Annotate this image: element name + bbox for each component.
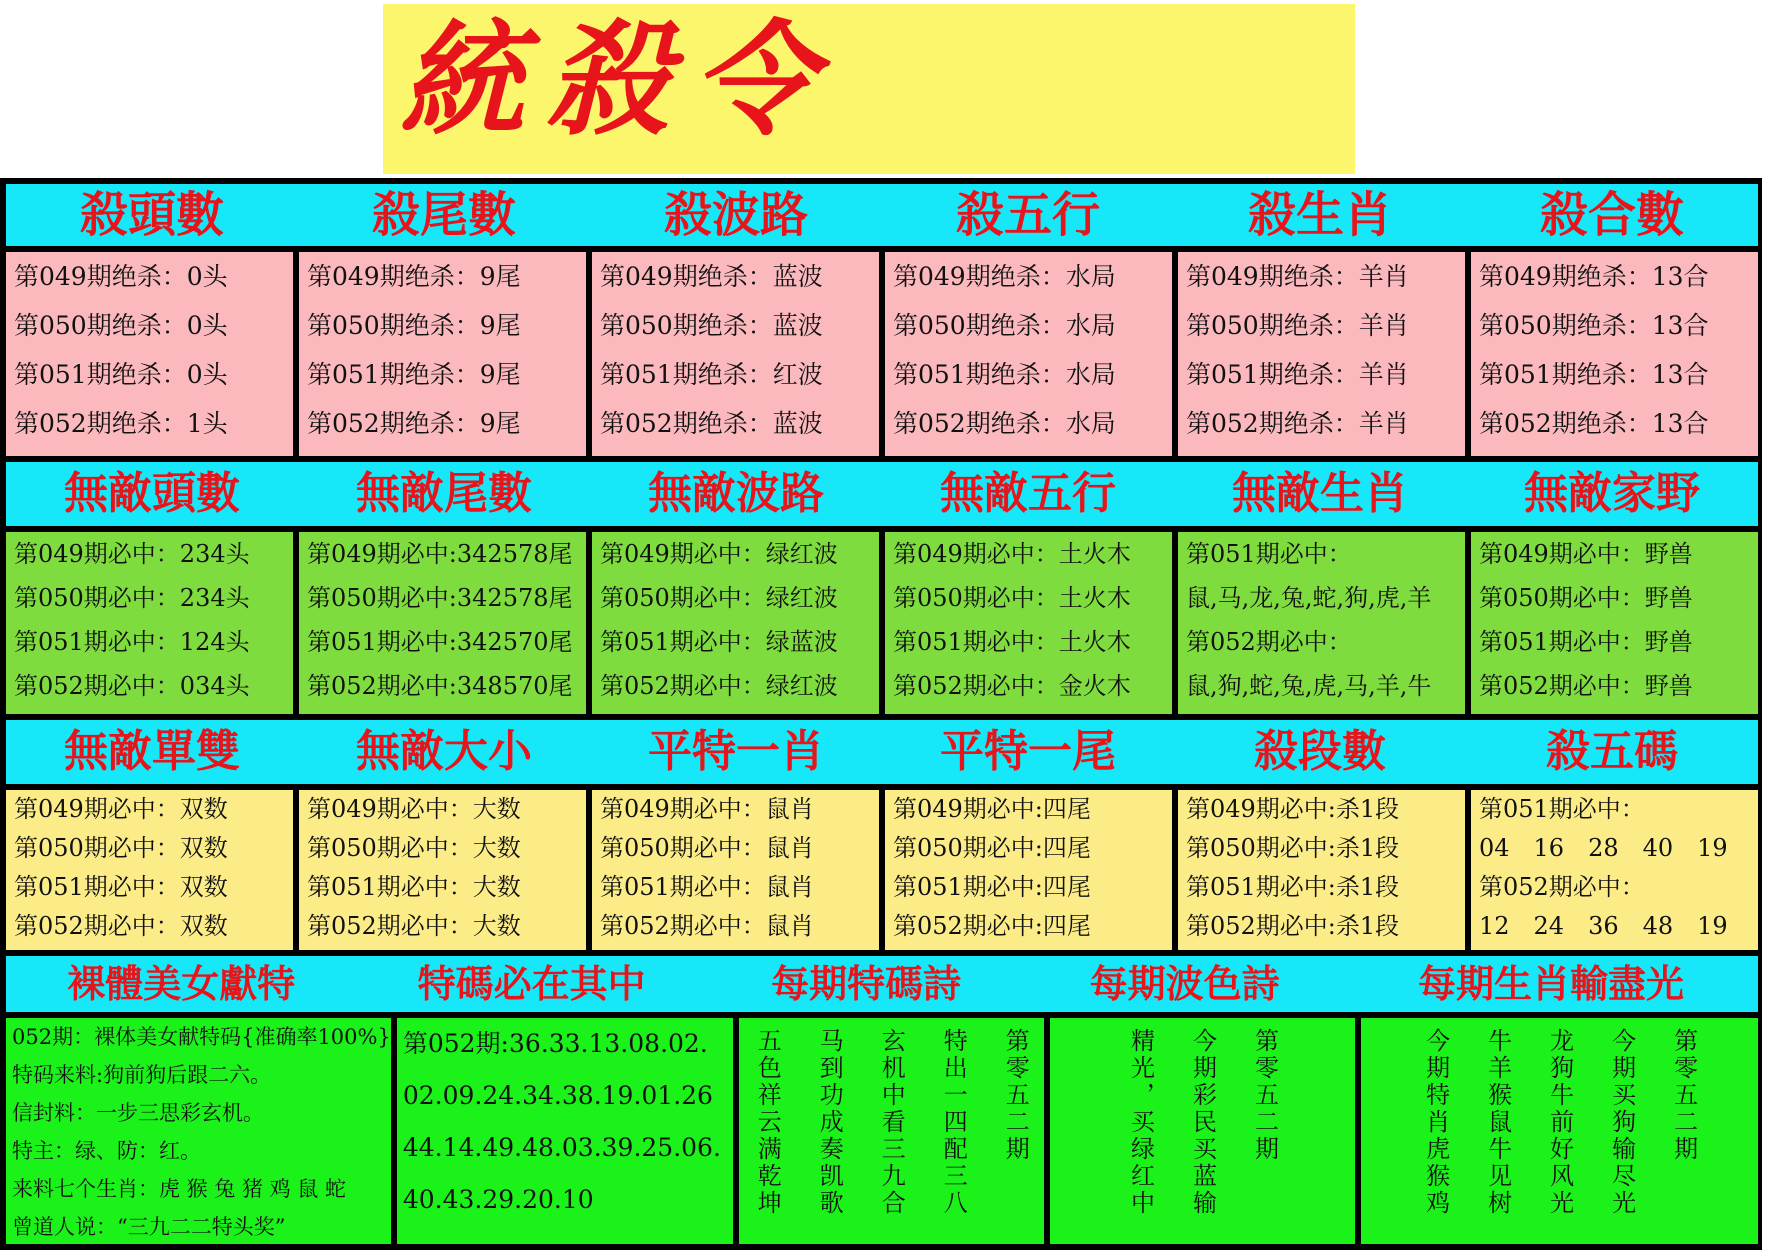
list-item: 第052期绝杀：13合 [1479,409,1709,438]
header-sure-element: 無敵五行 [940,468,1116,519]
header-kill-tail: 殺尾數 [371,187,516,243]
list-item: 来料七个生肖：虎 猴 兔 猪 鸡 鼠 蛇 [12,1177,347,1201]
list-item: 第050期必中：绿红波 [600,584,838,612]
list-item: 第050期必中：双数 [14,834,228,862]
list-item: 第051期必中：鼠肖 [600,873,814,901]
header-kill-zodiac: 殺生肖 [1247,187,1392,243]
list-item: 第052期必中： [1479,873,1645,901]
column-beauty [6,1018,391,1244]
list-item: 第049期必中：双数 [14,795,228,823]
list-item: 第050期绝杀：羊肖 [1186,311,1409,340]
list-item: 特码来料:狗前狗后跟二六。 [12,1063,272,1087]
list-item: 第051期必中：124头 [14,628,250,656]
header-kill-head: 殺頭數 [79,187,224,243]
list-item: 第051期必中：土火木 [893,628,1131,656]
list-item: 第052期必中:四尾 [893,912,1091,940]
list-item: 第052期必中：野兽 [1479,672,1693,700]
section3-header [6,720,1758,784]
list-item: 第052期绝杀：蓝波 [600,409,823,438]
list-item: 第051期绝杀：水局 [893,360,1116,389]
header-beauty: 裸體美女獻特 [67,962,296,1006]
list-item: 第049期必中：大数 [307,795,521,823]
list-item: 第052期必中：双数 [14,912,228,940]
header-sure-tail: 無敵尾數 [356,468,532,519]
list-item: 第050期必中：234头 [14,584,250,612]
column-sure-zodiac [1178,532,1465,714]
list-item: 第052期绝杀：1头 [14,409,228,438]
list-item: 第051期必中：绿蓝波 [600,628,838,656]
poem-line: 玄机中看三九合 [877,1028,906,1217]
list-item: 第050期必中：大数 [307,834,521,862]
column-sure-wave [592,532,879,714]
list-item: 第051期必中：野兽 [1479,628,1693,656]
list-item: 04 16 28 40 19 [1479,834,1728,862]
column-sure-tail [299,532,586,714]
column-flat-zodiac [592,790,879,950]
list-item: 第052期绝杀：水局 [893,409,1116,438]
section2-body [6,532,1758,714]
poem-line: 五色祥云满乾坤 [753,1028,782,1217]
list-item: 第049期绝杀：0头 [14,262,228,291]
section3-body [6,790,1758,950]
section1-body [6,252,1758,456]
column-kill-five-codes [1471,790,1758,950]
list-item: 第051期必中:342570尾 [307,628,573,656]
list-item: 第050期绝杀：13合 [1479,311,1709,340]
header-odd-even: 無敵單雙 [64,726,240,777]
column-odd-even [6,790,293,950]
list-item: 第049期必中：土火木 [893,540,1131,568]
list-item: 第050期必中:杀1段 [1186,834,1400,862]
list-item: 信封料：一步三思彩玄机。 [12,1101,264,1125]
list-item: 第049期绝杀：蓝波 [600,262,823,291]
column-sure-head [6,532,293,714]
list-item: 第051期必中:杀1段 [1186,873,1400,901]
section1-header [6,184,1758,246]
header-sure-wave: 無敵波路 [648,468,824,519]
list-item: 02.09.24.34.38.19.01.26 [402,1081,713,1110]
list-item: 鼠,马,龙,兔,蛇,狗,虎,羊 [1186,584,1432,612]
list-item: 第051期绝杀：9尾 [307,360,521,389]
column-sure-domestic-wild [1471,532,1758,714]
column-sure-element [885,532,1172,714]
list-item: 特主：绿、防：红。 [12,1139,201,1163]
list-item: 第049期绝杀：水局 [893,262,1116,291]
list-item: 第052期必中：金火木 [893,672,1131,700]
column-kill-zodiac [1178,252,1465,456]
header-flat-zodiac: 平特一肖 [648,726,824,777]
header-tema-poem: 每期特碼詩 [771,962,962,1006]
poem-line: 第零五二期 [1669,1028,1698,1163]
list-item: 第051期绝杀：13合 [1479,360,1709,389]
header-flat-tail: 平特一尾 [940,726,1116,777]
list-item: 第051期必中:四尾 [893,873,1091,901]
header-sure-head: 無敵頭數 [64,468,240,519]
column-wave-poem [1050,1018,1355,1244]
list-item: 12 24 36 48 19 [1479,912,1728,940]
poem-line: 第零五二期 [1001,1028,1030,1163]
section4-header [6,956,1758,1012]
list-item: 第050期必中：野兽 [1479,584,1693,612]
header-big-small: 無敵大小 [356,726,532,777]
header-kill-segment: 殺段數 [1254,726,1386,777]
header-kill-five-codes: 殺五碼 [1546,726,1678,777]
list-item: 第052期必中：大数 [307,912,521,940]
list-item: 第052期绝杀：9尾 [307,409,521,438]
list-item: 第050期必中：土火木 [893,584,1131,612]
list-item: 第051期绝杀：0头 [14,360,228,389]
list-item: 第050期必中:342578尾 [307,584,573,612]
header-kill-sum: 殺合數 [1539,187,1684,243]
header-sure-domestic-wild: 無敵家野 [1524,468,1700,519]
list-item: 第049期必中:342578尾 [307,540,573,568]
list-item: 第049期绝杀：13合 [1479,262,1709,291]
column-kill-sum [1471,252,1758,456]
poem-line: 今期特肖虎猴鸡 [1421,1028,1450,1217]
poem-line: 特出一四配三八 [939,1028,968,1217]
list-item: 44.14.49.48.03.39.25.06. [402,1133,721,1162]
page-title: 統殺令 [400,9,839,153]
section2-header [6,462,1758,526]
header-zodiac-lose: 每期生肖輸盡光 [1417,962,1684,1006]
header-sure-zodiac: 無敵生肖 [1232,468,1408,519]
list-item: 第052期必中：034头 [14,672,250,700]
list-item: 第049期必中:四尾 [893,795,1091,823]
column-big-small [299,790,586,950]
list-item: 第051期必中：大数 [307,873,521,901]
column-kill-element [885,252,1172,456]
poem-line: 马到功成奏凯歌 [815,1028,844,1217]
list-item: 第050期必中：鼠肖 [600,834,814,862]
list-item: 第049期必中:杀1段 [1186,795,1400,823]
list-item: 第049期必中：绿红波 [600,540,838,568]
list-item: 第050期必中:四尾 [893,834,1091,862]
column-kill-tail [299,252,586,456]
list-item: 第052期绝杀：羊肖 [1186,409,1409,438]
list-item: 第049期必中：鼠肖 [600,795,814,823]
list-item: 40.43.29.20.10 [402,1185,594,1214]
poem-line: 第零五二期 [1250,1028,1279,1163]
list-item: 第052期:36.33.13.08.02. [402,1029,708,1058]
list-item: 第051期必中： [1186,540,1352,568]
list-item: 第049期必中：野兽 [1479,540,1693,568]
column-kill-wave [592,252,879,456]
poem-line: 今期买狗输尽光 [1607,1028,1636,1217]
column-kill-head [6,252,293,456]
column-zodiac-lose [1361,1018,1758,1244]
list-item: 第049期绝杀：羊肖 [1186,262,1409,291]
list-item: 第052期必中：绿红波 [600,672,838,700]
list-item: 第049期绝杀：9尾 [307,262,521,291]
list-item: 第052期必中： [1186,628,1352,656]
column-numbers [397,1018,733,1244]
list-item: 第052期必中:348570尾 [307,672,573,700]
list-item: 鼠,狗,蛇,兔,虎,马,羊,牛 [1186,672,1432,700]
list-item: 第051期绝杀：红波 [600,360,823,389]
column-flat-tail [885,790,1172,950]
poem-line: 今期彩民买蓝输 [1188,1028,1217,1217]
list-item: 第049期必中：234头 [14,540,250,568]
list-item: 第050期绝杀：0头 [14,311,228,340]
column-tema-poem [739,1018,1044,1244]
poem-line: 牛羊猴鼠牛见树 [1483,1028,1512,1217]
list-item: 052期：裸体美女献特码{准确率100%} [12,1025,391,1049]
header-kill-element: 殺五行 [955,187,1100,243]
list-item: 第052期必中:杀1段 [1186,912,1400,940]
poem-line: 精光，买绿红中 [1126,1028,1155,1217]
section4-body [6,1018,1758,1244]
header-numbers: 特碼必在其中 [417,962,646,1006]
poem-line: 龙狗牛前好风光 [1545,1028,1574,1217]
list-item: 第050期绝杀：9尾 [307,311,521,340]
list-item: 第051期必中：双数 [14,873,228,901]
column-kill-segment [1178,790,1465,950]
header-kill-wave: 殺波路 [663,187,808,243]
list-item: 第050期绝杀：蓝波 [600,311,823,340]
list-item: 第051期绝杀：羊肖 [1186,360,1409,389]
header-wave-poem: 每期波色詩 [1089,962,1280,1006]
list-item: 第051期必中： [1479,795,1645,823]
list-item: 曾道人说：“三九二二特头奖” [12,1215,286,1239]
list-item: 第052期必中：鼠肖 [600,912,814,940]
list-item: 第050期绝杀：水局 [893,311,1116,340]
